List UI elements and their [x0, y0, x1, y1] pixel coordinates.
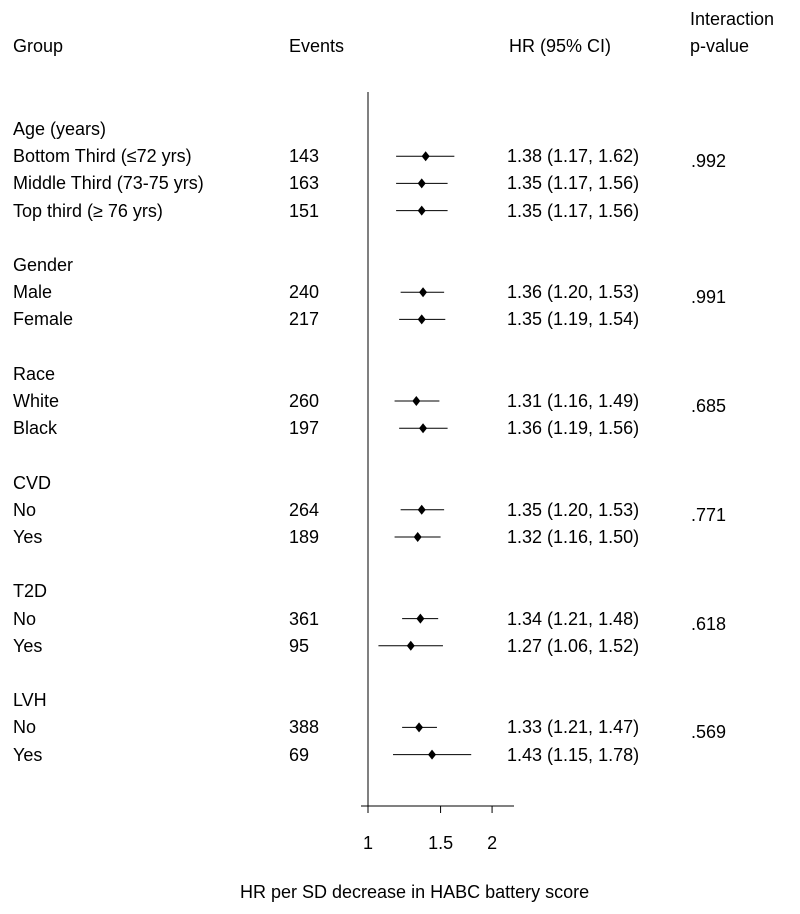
x-tick-label: 1.5	[428, 833, 454, 853]
x-tick-label: 2	[487, 833, 498, 853]
interaction-p-value: .685	[691, 396, 727, 416]
hr-point	[418, 206, 426, 216]
hr-point	[416, 614, 424, 624]
interaction-p-value: .991	[691, 287, 727, 308]
row-hr-ci: 1.31 (1.16, 1.49)	[507, 391, 640, 411]
row-events: 361	[289, 608, 320, 629]
row-hr-ci: 1.36 (1.20, 1.53)	[507, 282, 640, 303]
row-events: 163	[289, 173, 320, 194]
row-events: 260	[289, 391, 320, 411]
row-hr-ci: 1.27 (1.06, 1.52)	[507, 635, 640, 656]
row-events: 388	[289, 717, 320, 738]
group-title: LVH	[13, 690, 47, 711]
row-hr-ci: 1.32 (1.16, 1.50)	[507, 527, 640, 547]
hr-point	[414, 532, 422, 542]
row-events: 69	[289, 744, 310, 765]
row-hr-ci: 1.35 (1.17, 1.56)	[507, 173, 640, 194]
row-events: 264	[289, 499, 320, 520]
hr-point	[428, 750, 436, 760]
row-hr-ci: 1.35 (1.19, 1.54)	[507, 309, 640, 330]
group-title: Race	[13, 363, 56, 384]
interaction-p-value: .569	[691, 722, 727, 743]
hr-point	[418, 178, 426, 188]
hr-point	[419, 423, 427, 433]
row-label: White	[13, 391, 60, 411]
header-interaction-line1: Interaction	[690, 9, 775, 29]
row-hr-ci: 1.33 (1.21, 1.47)	[507, 717, 640, 738]
row-hr-ci: 1.36 (1.19, 1.56)	[507, 418, 640, 439]
group-title: Gender	[13, 255, 74, 275]
row-events: 143	[289, 146, 320, 167]
row-events: 95	[289, 635, 310, 656]
row-label: Black	[13, 418, 58, 439]
row-events: 197	[289, 418, 320, 439]
row-hr-ci: 1.34 (1.21, 1.48)	[507, 608, 640, 629]
interaction-p-value: .992	[691, 151, 727, 172]
hr-point	[407, 641, 415, 651]
row-label: Bottom Third (≤72 yrs)	[13, 146, 192, 167]
header-interaction-line2: p-value	[690, 36, 750, 56]
row-label: Yes	[13, 527, 43, 547]
hr-point	[418, 505, 426, 515]
row-label: Yes	[13, 635, 43, 656]
hr-point	[418, 314, 426, 324]
hr-point	[415, 722, 423, 732]
header-hr: HR (95% CI)	[509, 36, 612, 56]
row-events: 240	[289, 282, 320, 303]
row-label: No	[13, 608, 37, 629]
header-events: Events	[289, 36, 345, 56]
interaction-p-value: .618	[691, 613, 727, 634]
row-hr-ci: 1.35 (1.20, 1.53)	[507, 499, 640, 520]
row-label: Top third (≥ 76 yrs)	[13, 200, 163, 221]
row-hr-ci: 1.38 (1.17, 1.62)	[507, 146, 640, 167]
row-label: Yes	[13, 744, 43, 765]
row-events: 217	[289, 309, 320, 330]
hr-point	[422, 151, 430, 161]
row-label: Middle Third (73-75 yrs)	[13, 173, 204, 194]
x-tick-label: 1	[362, 833, 374, 853]
x-axis-title: HR per SD decrease in HABC battery score	[240, 882, 590, 902]
row-events: 151	[289, 200, 320, 221]
interaction-p-value: .771	[691, 504, 727, 525]
row-hr-ci: 1.35 (1.17, 1.56)	[507, 200, 640, 221]
group-title: CVD	[13, 472, 52, 493]
header-group: Group	[13, 36, 64, 56]
row-label: Female	[13, 309, 74, 330]
hr-point	[419, 287, 427, 297]
row-hr-ci: 1.43 (1.15, 1.78)	[507, 744, 640, 765]
group-title: T2D	[13, 581, 48, 602]
hr-point	[412, 396, 420, 406]
row-label: Male	[13, 282, 53, 303]
row-events: 189	[289, 527, 320, 547]
row-label: No	[13, 499, 37, 520]
row-label: No	[13, 717, 37, 738]
group-title: Age (years)	[13, 119, 107, 139]
